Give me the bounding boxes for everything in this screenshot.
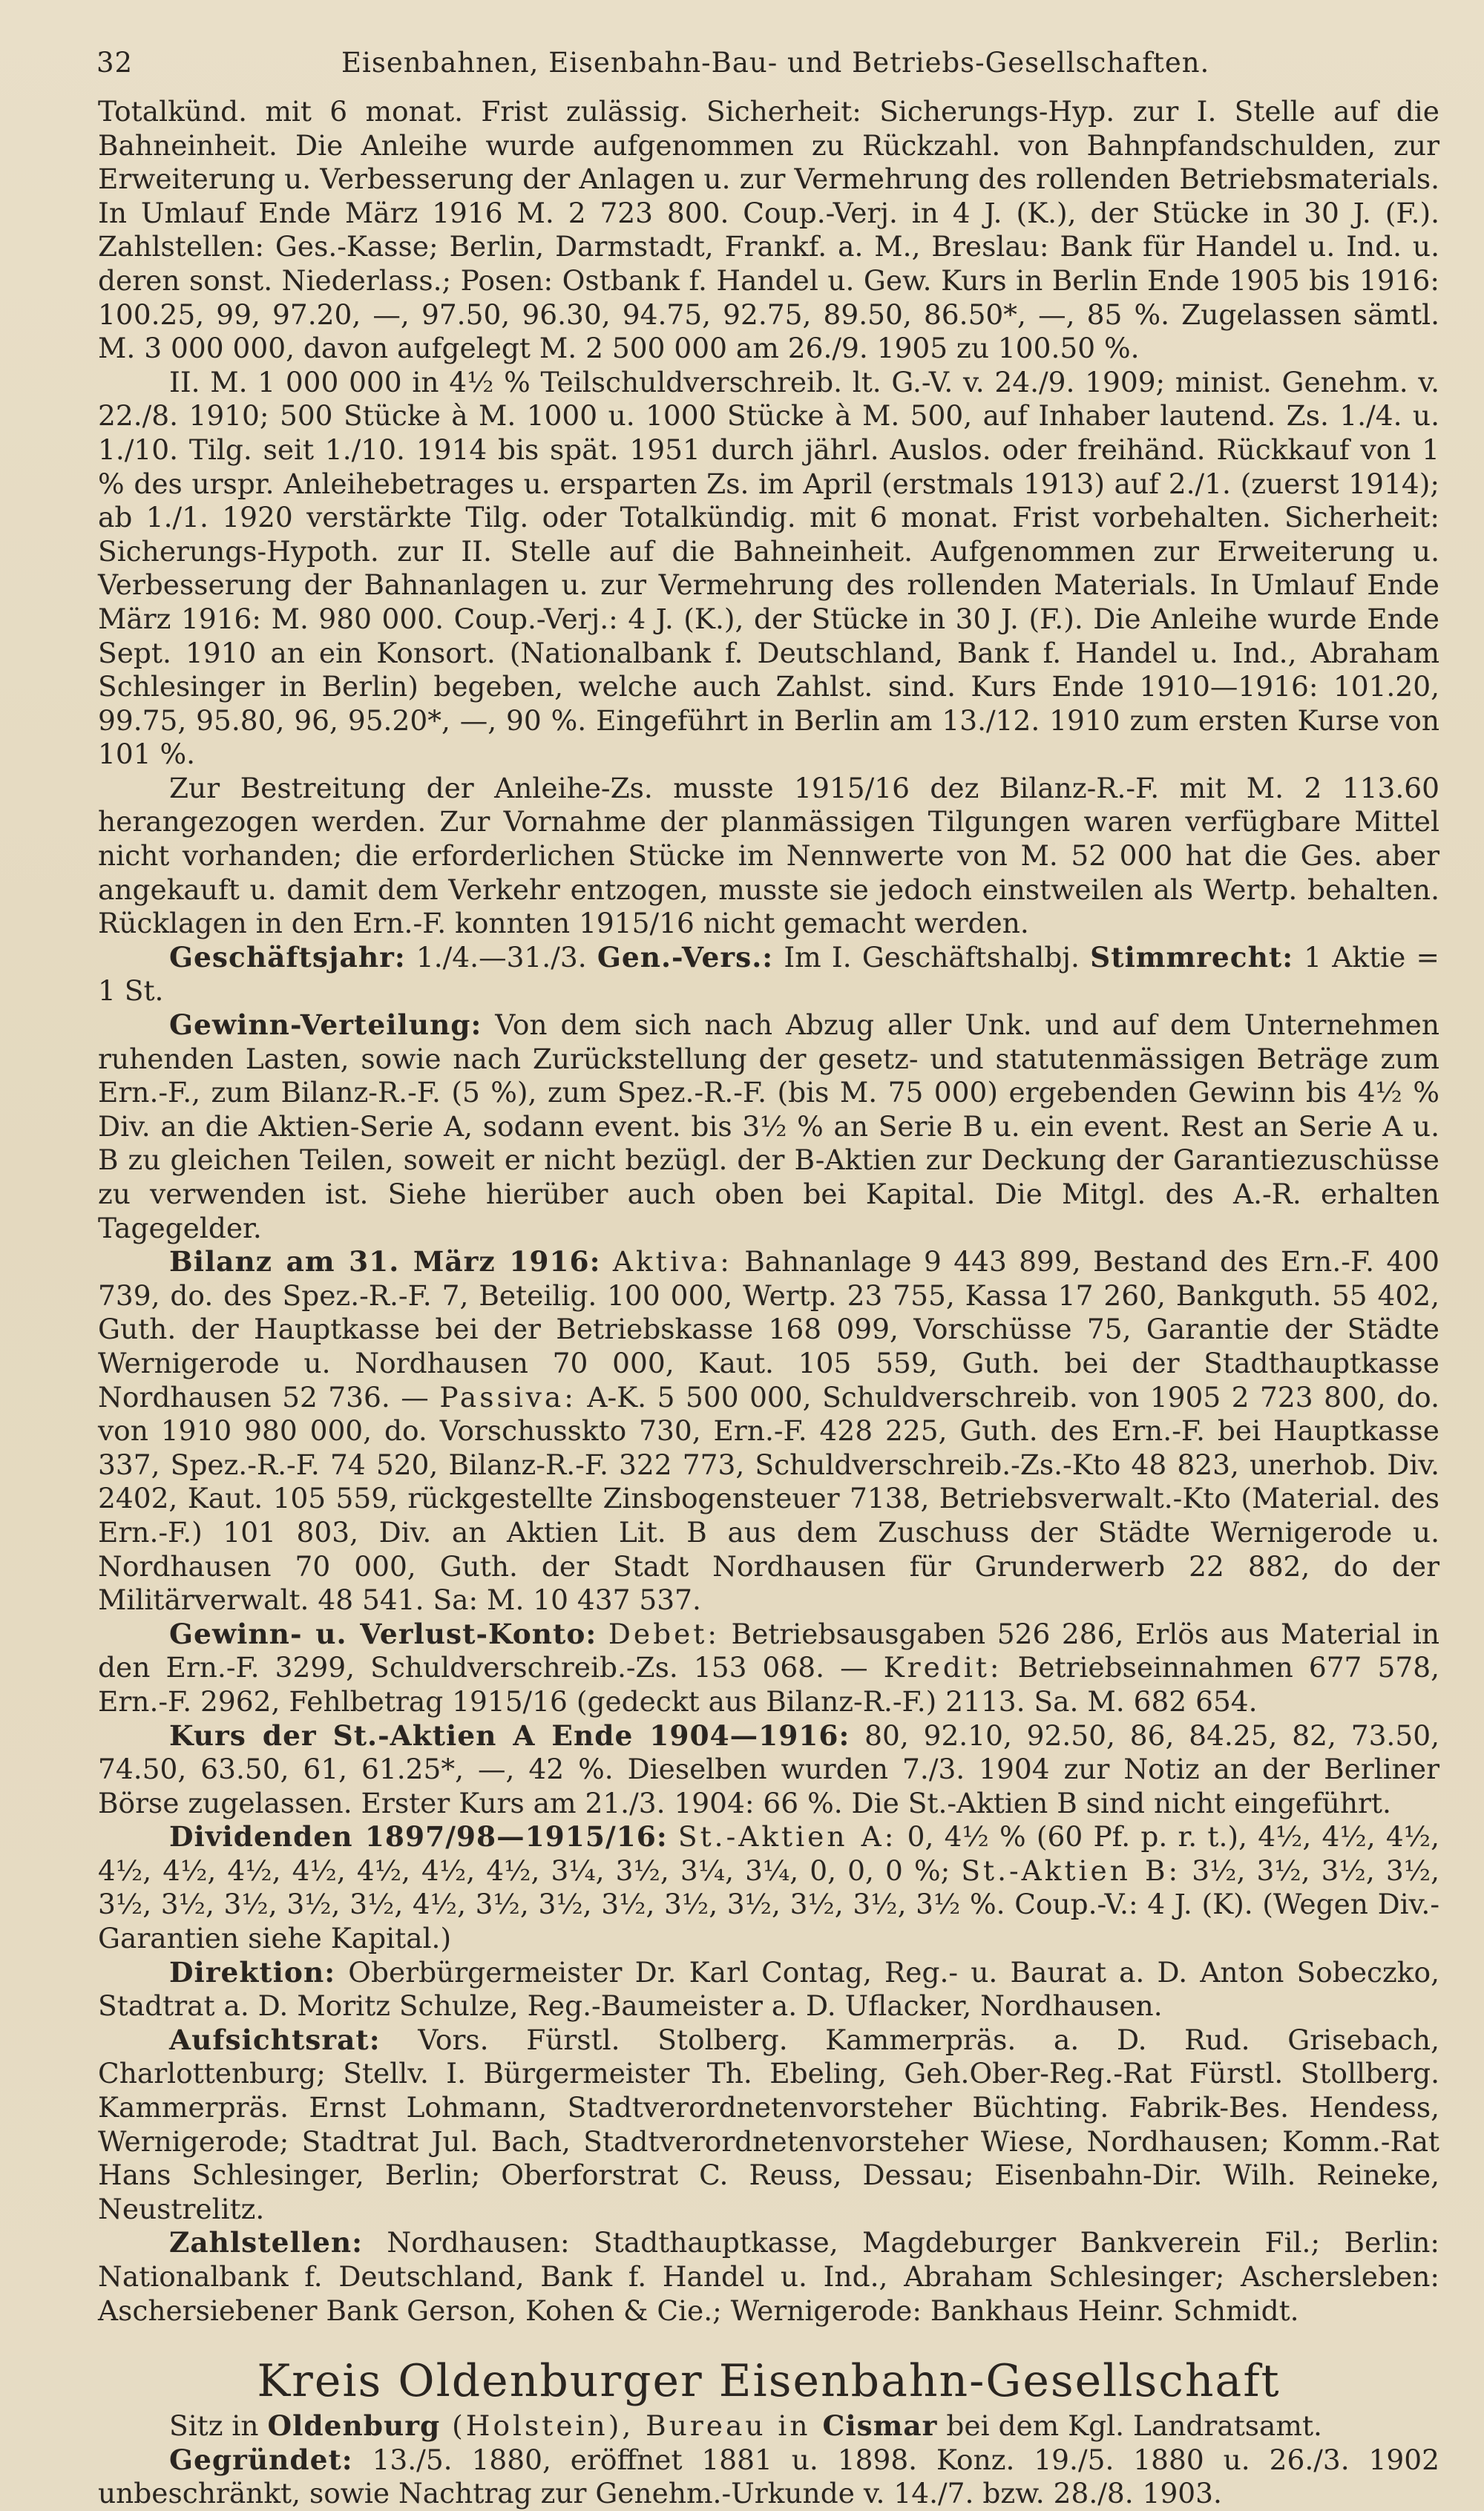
- text-aufsichtsrat: Vors. Fürstl. Stolberg. Kammerpräs. a. D. Rud. Grisebach, Charlottenburg; Stellv. I. Bürgermeister Th. Ebeling, Geh.Ober-Reg.-Rat Fürstl. Stollberg. Kammerpräs. Ernst Lohmann, Stadtverordnetenvorsteher Büchting. Fabrik-Bes. Hendess, Wernigerode; Stadtrat Jul. Bach, Stadtverordnetenvorsteher Wiese, Nordhausen; Komm.-Rat Hans Schlesinger, Berlin; Oberforstrat C. Reuss, Dessau; Eisenbahn-Dir. Wilh. Reineke, Neustrelitz.: [98, 2023, 1439, 2225]
- paragraph-profit-distribution: [98, 1008, 1439, 1245]
- label-aktiva: Aktiva:: [612, 1245, 732, 1279]
- seat-city-2: Cismar: [822, 2409, 938, 2443]
- label-passiva: Passiva:: [439, 1380, 577, 1414]
- paragraph-loan-ii: II. M. 1 000 000 in 4½ % Teilschuldverschreib. lt. G.-V. v. 24./9. 1909; minist. Genehm. v. 22./8. 1910; 500 Stücke à M. 1000 u. 1000 Stücke à M. 500, auf Inhaber lautend. Zs. 1./4. u. 1./10. Tilg. seit 1./10. 1914 bis spät. 1951 durch jährl. Auslos. oder freihänd. Rückkauf von 1 % des urspr. Anleihebetrages u. ersparten Zs. im April (erstmals 1913) auf 2./1. (zuerst 1914); ab 1./1. 1920 verstärkte Tilg. oder Totalkündig. mit 6 monat. Frist vorbehalten. Sicherheit: Sicherungs-Hypoth. zur II. Stelle auf die Bahneinheit. Aufgenommen zur Erweiterung u. Verbesserung der Bahnanlagen u. zur Vermehrung des rollenden Materials. In Umlauf Ende März 1916: M. 980 000. Coup.-Verj.: 4 J. (K.), der Stücke in 30 J. (F.). Die Anleihe wurde Ende Sept. 1910 an ein Konsort. (Nationalbank f. Deutschland, Bank f. Handel u. Ind., Abraham Schlesinger in Berlin) begeben, welche auch Zahlst. sind. Kurs Ende 1910—1916: 101.20, 99.75, 95.80, 96, 95.20*, —, 90 %. Eingeführt in Berlin am 13./12. 1910 zum ersten Kurse von 101 %.: [98, 365, 1439, 771]
- label-aufsichtsrat: Aufsichtsrat:: [169, 2023, 381, 2056]
- paragraph-interest-note: Zur Bestreitung der Anleihe-Zs. musste 1915/16 dez Bilanz-R.-F. mit M. 2 113.60 herangezogen werden. Zur Vornahme der planmässigen Tilgungen waren verfügbare Mittel nicht vorhanden; die erforderlichen Stücke im Nennwerte von M. 52 000 hat die Ges. aber angekauft u. damit dem Verkehr entzogen, musste sie jedoch einstweilen als Wertp. behalten. Rücklagen in den Ern.-F. konnten 1915/16 nicht gemacht werden.: [98, 771, 1439, 940]
- label-gewinn-verlust: Gewinn- u. Verlust-Konto:: [169, 1617, 597, 1650]
- label-direktion: Direktion:: [169, 1955, 336, 1989]
- paragraph-direktion: [98, 1956, 1439, 2023]
- label-kurs-aktien: Kurs der St.-Aktien A Ende 1904—1916:: [169, 1719, 850, 1752]
- text-zahlstellen: Nordhausen: Stadthauptkasse, Magdeburger Bankverein Fil.; Berlin: Nationalbank f. Deutschland, Bank f. Handel u. Ind., Abraham Schlesinger; Aschersleben: Aschersiebener Bank Gerson, Kohen & Cie.; Wernigerode: Bankhaus Heinr. Schmidt.: [98, 2226, 1439, 2327]
- paragraph-founded: [98, 2443, 1439, 2511]
- paragraph-balance-sheet: [98, 1245, 1439, 1618]
- label-zahlstellen: Zahlstellen:: [169, 2226, 363, 2259]
- label-debet: Debet:: [608, 1617, 720, 1650]
- label-stimmrecht: Stimmrecht:: [1090, 940, 1294, 974]
- running-title: Eisenbahnen, Eisenbahn-Bau- und Betriebs-Gesellschaften.: [341, 47, 1210, 79]
- text-gen-vers: Im I. Geschäftshalbj.: [773, 940, 1091, 974]
- paragraph-aufsichtsrat: [98, 2023, 1439, 2227]
- text-stimmrecht: 1 Aktie = 1 St.: [98, 940, 1439, 1008]
- running-header: [96, 46, 1447, 80]
- seat-prefix: Sitz in: [169, 2409, 268, 2443]
- company-heading: Kreis Oldenburger Eisenbahn-Gesellschaft: [257, 2355, 1281, 2408]
- label-dividenden: Dividenden 1897/98—1915/16:: [169, 1820, 668, 1854]
- text-direktion: Oberbürgermeister Dr. Karl Contag, Reg.- u. Baurat a. D. Anton Sobeczko, Stadtrat a. D. Moritz Schulze, Reg.-Baumeister a. D. Uflacker, Nordhausen.: [98, 1955, 1439, 2023]
- paragraph-zahlstellen: [98, 2226, 1439, 2328]
- text-kurs-aktien: 80, 92.10, 92.50, 86, 84.25, 82, 73.50, 74.50, 63.50, 61, 61.25*, —, 42 %. Dieselben wurden 7./3. 1904 zur Notiz an der Berliner Börse zugelassen. Erster Kurs am 21./3. 1904: 66 %. Die St.-Aktien B sind nicht eingeführt.: [98, 1719, 1439, 1819]
- article-body: [98, 95, 1439, 2511]
- seat-middle: (Holstein), Bureau in: [440, 2409, 823, 2443]
- text-geschaeftsjahr: 1./4.—31./3.: [405, 940, 597, 974]
- text-passiva: A-K. 5 500 000, Schuldverschreib. von 1905 2 723 800, do. von 1910 980 000, do. Vorschusskto 730, Ern.-F. 428 225, Guth. des Ern.-F. bei Hauptkasse 337, Spez.-R.-F. 74 520, Bilanz-R.-F. 322 773, Schuldverschreib.-Zs.-Kto 48 823, unerhob. Div. 2402, Kaut. 105 559, rückgestellte Zinsbogensteuer 7138, Betriebsverwalt.-Kto (Material. des Ern.-F.) 101 803, Div. an Aktien Lit. B aus dem Zuschuss der Städte Wernigerode u. Nordhausen 70 000, Guth. der Stadt Nordhausen für Grunderwerb 22 882, do der Militärverwalt. 48 541. Sa: M. 10 437 537.: [98, 1380, 1439, 1617]
- paragraph-loan-i-terms: Totalkünd. mit 6 monat. Frist zulässig. Sicherheit: Sicherungs-Hyp. zur I. Stelle auf die Bahneinheit. Die Anleihe wurde aufgenommen zu Rückzahl. von Bahnpfandschulden, zur Erweiterung u. Verbesserung der Anlagen u. zur Vermehrung des rollenden Betriebsmaterials. In Umlauf Ende März 1916 M. 2 723 800. Coup.-Verj. in 4 J. (K.), der Stücke in 30 J. (F.). Zahlstellen: Ges.-Kasse; Berlin, Darmstadt, Frankf. a. M., Breslau: Bank für Handel u. Ind. u. deren sonst. Niederlass.; Posen: Ostbank f. Handel u. Gew. Kurs in Berlin Ende 1905 bis 1916: 100.25, 99, 97.20, —, 97.50, 96.30, 94.75, 92.75, 89.50, 86.50*, —, 85 %. Zugelassen sämtl. M. 3 000 000, davon aufgelegt M. 2 500 000 am 26./9. 1905 zu 100.50 %.: [98, 95, 1439, 365]
- paragraph-dividends: [98, 1820, 1439, 1955]
- seat-city: Oldenburg: [267, 2409, 441, 2443]
- label-aktien-b: St.-Aktien B:: [961, 1854, 1181, 1887]
- text-aktien-b: 3½, 3½, 3½, 3½, 3½, 3½, 3½, 3½, 3½, 4½, 3½, 3½, 3½, 3½, 3½, 3½, 3½, 3½ %. Coup.-V.: 4 J. (K). (Wegen Div.-Garantien siehe Kapital.): [98, 1854, 1439, 1955]
- label-kredit: Kredit:: [883, 1651, 1002, 1684]
- text-aktiva: Bahnanlage 9 443 899, Bestand des Ern.-F. 400 739, do. des Spez.-R.-F. 7, Beteilig. 100 000, Wertp. 23 755, Kassa 17 260, Bankguth. 55 402, Guth. der Hauptkasse bei der Betriebskasse 168 099, Vorschüsse 75, Garantie der Städte Wernigerode u. Nordhausen 70 000, Kaut. 105 559, Guth. bei der Stadthauptkasse Nordhausen 52 736. —: [98, 1245, 1439, 1414]
- text-aktien-a: 0, 4½ % (60 Pf. p. r. t.), 4½, 4½, 4½, 4½, 4½, 4½, 4½, 4½, 4½, 4½, 3¼, 3½, 3¼, 3¼, 0, 0, 0 %;: [98, 1820, 1439, 1887]
- company-seat: [98, 2409, 1439, 2443]
- seat-suffix: bei dem Kgl. Landratsamt.: [937, 2409, 1322, 2443]
- paragraph-share-price: [98, 1719, 1439, 1821]
- page-number: 32: [96, 47, 134, 79]
- text-gewinn-verteilung: Von dem sich nach Abzug aller Unk. und auf dem Unternehmen ruhenden Lasten, sowie nach Zurückstellung der gesetz- und statutenmässigen Beträge zum Ern.-F., zum Bilanz-R.-F. (5 %), zum Spez.-R.-F. (bis M. 75 000) ergebenden Gewinn bis 4½ % Div. an die Aktien-Serie A, sodann event. bis 3½ % an Serie B u. ein event. Rest an Serie A u. B zu gleichen Teilen, soweit er nicht bezügl. der B-Aktien zur Deckung der Garantiezuschüsse zu verwenden ist. Siehe hierüber auch oben bei Kapital. Die Mitgl. des A.-R. erhalten Tagegelder.: [98, 1008, 1439, 1244]
- label-aktien-a: St.-Aktien A:: [677, 1820, 897, 1854]
- label-gegruendet: Gegründet:: [169, 2443, 353, 2476]
- text-gegruendet: 13./5. 1880, eröffnet 1881 u. 1898. Konz. 19./5. 1880 u. 26./3. 1902 unbeschränkt, sowie Nachtrag zur Genehm.-Urkunde v. 14./7. bzw. 28./8. 1903.: [98, 2443, 1439, 2510]
- label-gen-vers: Gen.-Vers.:: [597, 940, 774, 974]
- label-geschaeftsjahr: Geschäftsjahr:: [169, 940, 406, 974]
- label-gewinn-verteilung: Gewinn-Verteilung:: [169, 1008, 482, 1042]
- paragraph-fiscal-year: [98, 941, 1439, 1008]
- text-debet: Betriebsausgaben 526 286, Erlös aus Material in den Ern.-F. 3299, Schuldverschreib.-Zs. 153 068. —: [98, 1617, 1439, 1684]
- paragraph-profit-loss: [98, 1618, 1439, 1719]
- label-bilanz: Bilanz am 31. März 1916:: [169, 1245, 601, 1279]
- text-kredit: Betriebseinnahmen 677 578, Ern.-F. 2962, Fehlbetrag 1915/16 (gedeckt aus Bilanz-R.-F.) 2113. Sa. M. 682 654.: [98, 1651, 1440, 1718]
